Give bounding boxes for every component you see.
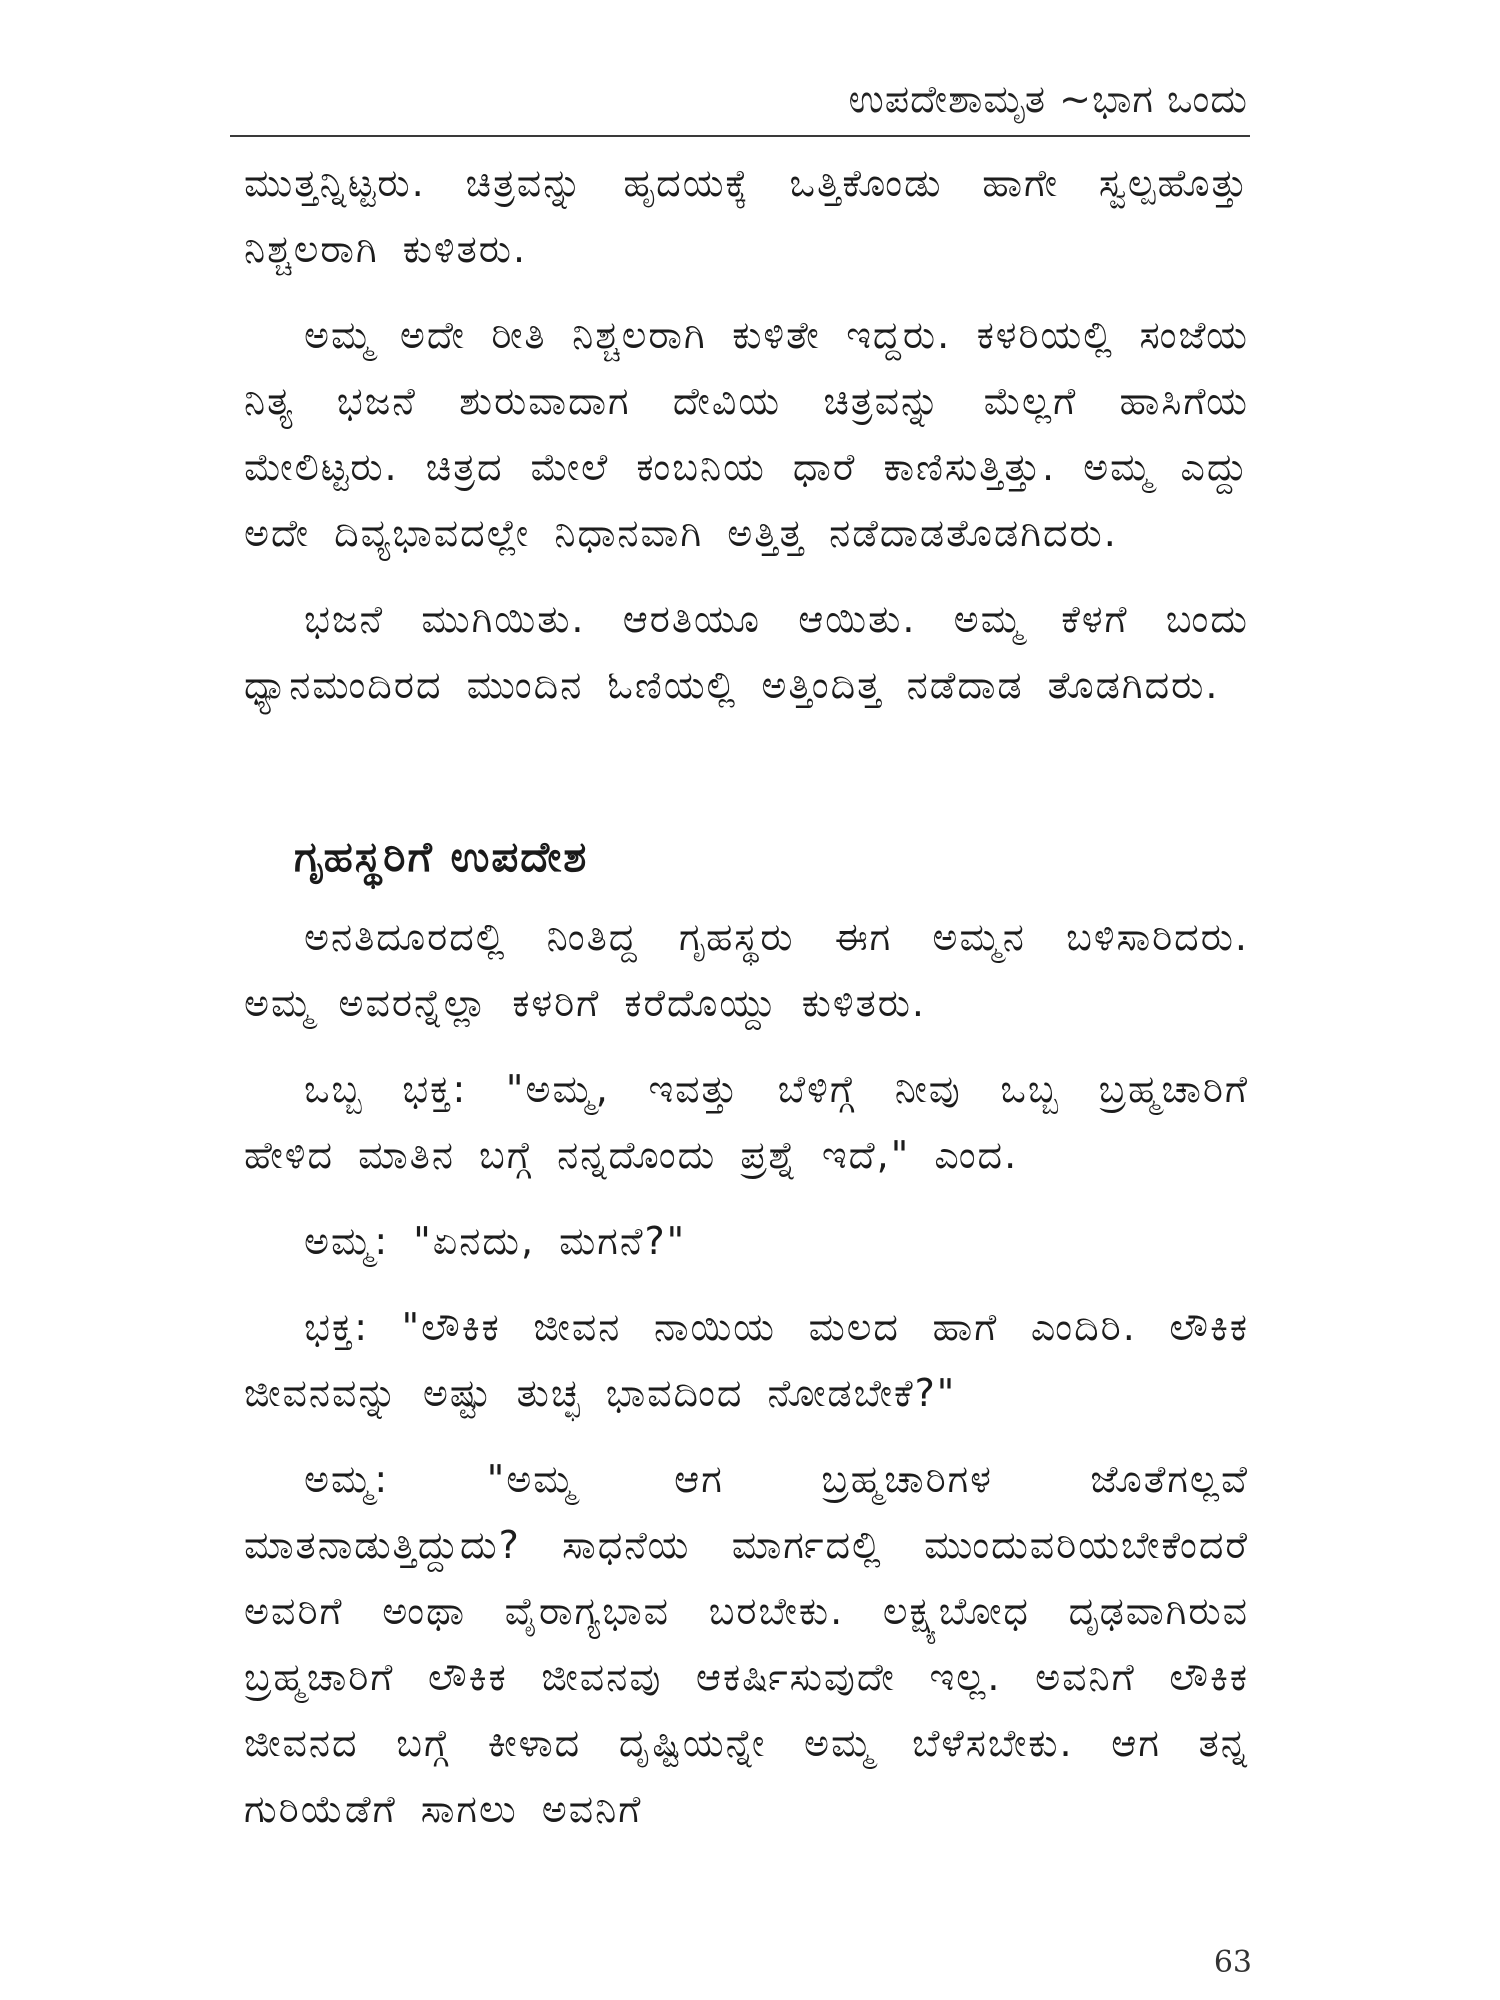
paragraph: ಅನತಿದೂರದಲ್ಲಿ ನಿಂತಿದ್ದ ಗೃಹಸ್ಥರು ಈಗ ಅಮ್ಮನ ಬಳಿಸಾರಿದರು. ಅಮ್ಮ ಅವರನ್ನೆಲ್ಲಾ ಕಳರಿಗೆ ಕರೆದೊಯ್ದು ಕುಳಿತರು.	[244, 915, 1249, 1025]
page-body	[244, 150, 1249, 1862]
dialogue-paragraph: ಒಬ್ಬ ಭಕ್ತ: "ಅಮ್ಮ, ಇವತ್ತು ಬೆಳಿಗ್ಗೆ ನೀವು ಒಬ್ಬ ಬ್ರಹ್ಮಚಾರಿಗೆ ಹೇಳಿದ ಮಾತಿನ ಬಗ್ಗೆ ನನ್ನದೊಂದು ಪ್ರಶ್ನೆ ಇದೆ," ಎಂದ.	[244, 1067, 1249, 1177]
paragraph-continued: ಮುತ್ತನ್ನಿಟ್ಟರು. ಚಿತ್ರವನ್ನು ಹೃದಯಕ್ಕೆ ಒತ್ತಿಕೊಂಡು ಹಾಗೇ ಸ್ವಲ್ಪಹೊತ್ತು ನಿಶ್ಚಲರಾಗಿ ಕುಳಿತರು.	[244, 161, 1249, 271]
paragraph: ಅಮ್ಮ ಅದೇ ರೀತಿ ನಿಶ್ಚಲರಾಗಿ ಕುಳಿತೇ ಇದ್ದರು. ಕಳರಿಯಲ್ಲಿ ಸಂಜೆಯ ನಿತ್ಯ ಭಜನೆ ಶುರುವಾದಾಗ ದೇವಿಯ ಚಿತ್ರವನ್ನು ಮೆಲ್ಲಗೆ ಹಾಸಿಗೆಯ ಮೇಲಿಟ್ಟರು. ಚಿತ್ರದ ಮೇಲೆ ಕಂಬನಿಯ ಧಾರೆ ಕಾಣಿಸುತ್ತಿತ್ತು. ಅಮ್ಮ ಎದ್ದು ಅದೇ ದಿವ್ಯಭಾವದಲ್ಲೇ ನಿಧಾನವಾಗಿ ಅತ್ತಿತ್ತ ನಡೆದಾಡತೊಡಗಿದರು.	[244, 313, 1249, 555]
page-number: 63	[1213, 1945, 1252, 1980]
paragraph: ಭಜನೆ ಮುಗಿಯಿತು. ಆರತಿಯೂ ಆಯಿತು. ಅಮ್ಮ ಕೆಳಗೆ ಬಂದು ಧ್ಯಾನಮಂದಿರದ ಮುಂದಿನ ಓಣಿಯಲ್ಲಿ ಅತ್ತಿಂದಿತ್ತ ನಡೆದಾಡ ತೊಡಗಿದರು.	[244, 597, 1249, 707]
running-title: ಉಪದೇಶಾಮೃತ ~ಭಾಗ ಒಂದು	[848, 77, 1248, 121]
running-header	[230, 75, 1250, 137]
dialogue-paragraph: ಭಕ್ತ: "ಲೌಕಿಕ ಜೀವನ ನಾಯಿಯ ಮಲದ ಹಾಗೆ ಎಂದಿರಿ. ಲೌಕಿಕ ಜೀವನವನ್ನು ಅಷ್ಟು ತುಚ್ಛ ಭಾವದಿಂದ ನೋಡಬೇಕೆ?"	[244, 1305, 1249, 1415]
dialogue-paragraph: ಅಮ್ಮ: "ಏನದು, ಮಗನೆ?"	[304, 1219, 687, 1263]
section-heading: ಗೃಹಸ್ಥರಿಗೆ ಉಪದೇಶ	[294, 832, 589, 881]
dialogue-paragraph: ಅಮ್ಮ: "ಅಮ್ಮ ಆಗ ಬ್ರಹ್ಮಚಾರಿಗಳ ಜೊತೆಗಲ್ಲವೆ ಮಾತನಾಡುತ್ತಿದ್ದುದು? ಸಾಧನೆಯ ಮಾರ್ಗದಲ್ಲಿ ಮುಂದುವರಿಯಬೇಕೆಂದರೆ ಅವರಿಗೆ ಅಂಥಾ ವೈರಾಗ್ಯಭಾವ ಬರಬೇಕು. ಲಕ್ಷ್ಯಬೋಧ ದೃಢವಾಗಿರುವ ಬ್ರಹ್ಮಚಾರಿಗೆ ಲೌಕಿಕ ಜೀವನವು ಆಕರ್ಷಿಸುವುದೇ ಇಲ್ಲ. ಅವನಿಗೆ ಲೌಕಿಕ ಜೀವನದ ಬಗ್ಗೆ ಕೀಳಾದ ದೃಷ್ಟಿಯನ್ನೇ ಅಮ್ಮ ಬೆಳೆಸಬೇಕು. ಆಗ ತನ್ನ ಗುರಿಯೆಡೆಗೆ ಸಾಗಲು ಅವನಿಗೆ	[244, 1457, 1249, 1831]
